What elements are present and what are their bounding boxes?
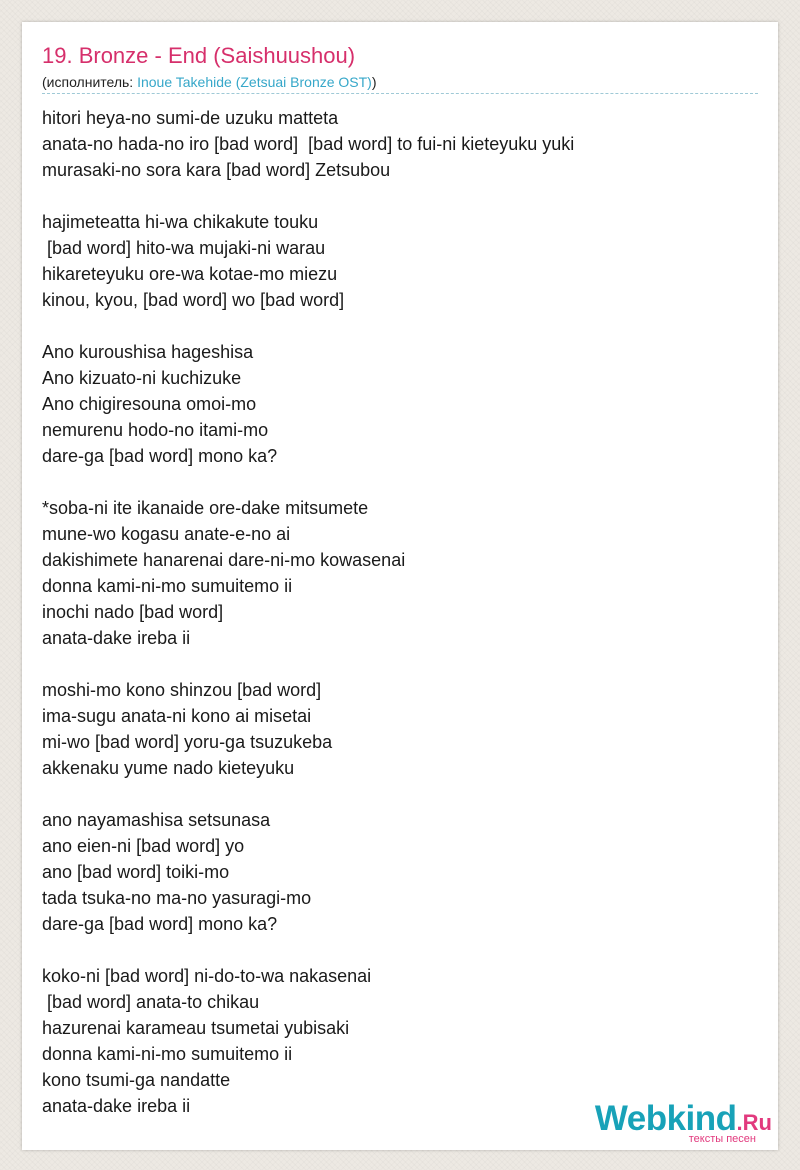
lyric-line: anata-dake ireba ii — [42, 1096, 191, 1116]
lyric-line: mi-wo [bad word] yoru-ga tsuzukeba — [42, 732, 333, 752]
site-logo[interactable] — [582, 1100, 772, 1144]
artist-line — [42, 73, 377, 91]
lyric-line: kono tsumi-ga nandatte — [42, 1070, 231, 1090]
lyric-line: ima-sugu anata-ni kono ai misetai — [42, 706, 312, 726]
stanza — [42, 339, 758, 469]
lyric-line: anata-no hada-no iro [bad word] [bad word] to fui-ni kieteyuku yuki — [42, 134, 575, 154]
lyric-line: donna kami-ni-mo sumuitemo ii — [42, 576, 293, 596]
lyric-line: tada tsuka-no ma-no yasuragi-mo — [42, 888, 312, 908]
lyric-line: hitori heya-no sumi-de uzuku matteta — [42, 108, 339, 128]
lyric-line: ano eien-ni [bad word] yo — [42, 836, 245, 856]
lyric-line: Ano kizuato-ni kuchizuke — [42, 368, 242, 388]
lyric-line: hazurenai karameau tsumetai yubisaki — [42, 1018, 350, 1038]
stanza — [42, 209, 758, 313]
lyric-line: Ano kuroushisa hageshisa — [42, 342, 254, 362]
stanza — [42, 495, 758, 651]
lyric-line: dare-ga [bad word] mono ka? — [42, 914, 278, 934]
lyric-line: koko-ni [bad word] ni-do-to-wa nakasenai — [42, 966, 372, 986]
lyric-line: murasaki-no sora kara [bad word] Zetsubou — [42, 160, 391, 180]
logo-tld: .Ru — [736, 1110, 772, 1135]
stanza — [42, 677, 758, 781]
logo-brand: Webkind — [594, 1099, 737, 1138]
song-title: 19. Bronze - End (Saishuushou) — [42, 43, 356, 68]
lyric-line: ano [bad word] toiki-mo — [42, 862, 230, 882]
artist-suffix: ) — [371, 74, 377, 90]
lyric-line: dakishimete hanarenai dare-ni-mo kowasenai — [42, 550, 406, 570]
header-divider — [42, 93, 758, 94]
lyric-line: hikareteyuku ore-wa kotae-mo miezu — [42, 264, 338, 284]
stanza — [42, 807, 758, 937]
artist-prefix: (исполнитель: — [42, 74, 138, 90]
lyric-line: *soba-ni ite ikanaide ore-dake mitsumete — [42, 498, 369, 518]
lyric-line: dare-ga [bad word] mono ka? — [42, 446, 278, 466]
logo-tagline: тексты песен — [688, 1133, 756, 1145]
lyric-line: [bad word] hito-wa mujaki-ni warau — [42, 238, 326, 258]
lyrics-body — [42, 105, 758, 1145]
lyric-line: hajimeteatta hi-wa chikakute touku — [42, 212, 319, 232]
lyric-line: ano nayamashisa setsunasa — [42, 810, 271, 830]
artist-link[interactable]: Inoue Takehide (Zetsuai Bronze OST) — [137, 74, 372, 90]
lyric-line: moshi-mo kono shinzou [bad word] — [42, 680, 322, 700]
lyric-line: [bad word] anata-to chikau — [42, 992, 260, 1012]
lyric-line: donna kami-ni-mo sumuitemo ii — [42, 1044, 293, 1064]
stanza — [42, 105, 758, 183]
lyric-line: anata-dake ireba ii — [42, 628, 191, 648]
lyric-line: inochi nado [bad word] — [42, 602, 224, 622]
lyric-line: nemurenu hodo-no itami-mo — [42, 420, 269, 440]
lyric-line: akkenaku yume nado kieteyuku — [42, 758, 295, 778]
lyric-line: mune-wo kogasu anate-e-no ai — [42, 524, 291, 544]
lyric-line: kinou, kyou, [bad word] wo [bad word] — [42, 290, 345, 310]
stanza — [42, 963, 758, 1119]
lyrics-card — [22, 22, 778, 1150]
lyric-line: Ano chigiresouna omoi-mo — [42, 394, 257, 414]
